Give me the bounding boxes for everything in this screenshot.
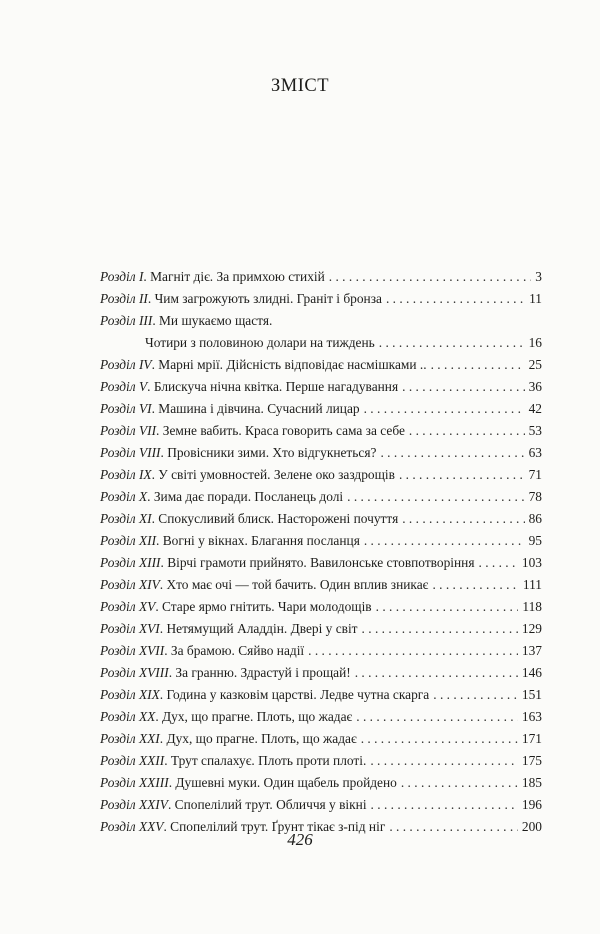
page-ref: 175	[521, 753, 542, 768]
chapter-label: Розділ XXI	[100, 731, 160, 746]
chapter-label: Розділ XXIII	[100, 775, 169, 790]
dot-leader	[432, 574, 518, 596]
chapter-title: . Зима дає поради. Посланець долі	[147, 489, 344, 504]
toc-entry-text	[100, 420, 405, 442]
dot-leader	[356, 706, 518, 728]
toc-entry-text	[100, 332, 375, 354]
chapter-label: Розділ XIII	[100, 555, 161, 570]
chapter-title: . Хто має очі — той бачить. Один вплив зникає	[159, 577, 429, 592]
chapter-label: Розділ V	[100, 379, 148, 394]
chapter-label: Розділ X	[100, 489, 148, 504]
toc-entry	[100, 464, 542, 486]
dot-leader	[379, 332, 525, 354]
toc-entry	[100, 706, 542, 728]
page-ref: 86	[528, 511, 542, 526]
chapter-label: Розділ VI	[100, 401, 152, 416]
page-ref: 196	[521, 797, 542, 812]
page-ref: 42	[528, 401, 542, 416]
toc-entry	[100, 750, 542, 772]
toc-entry-text	[100, 618, 358, 640]
dot-leader	[479, 552, 518, 574]
chapter-title: . Вірчі грамоти прийнято. Вавилонське стовпотворіння	[160, 555, 475, 570]
chapter-title: . Трут спалахує. Плоть проти плоті.	[164, 753, 367, 768]
page-number: 426	[287, 830, 313, 849]
toc-entry-text	[100, 684, 429, 706]
toc-entry-text	[100, 376, 398, 398]
toc-entry-text	[100, 530, 360, 552]
chapter-title: . Душевні муки. Один щабель пройдено	[168, 775, 397, 790]
toc-entry-text	[100, 442, 376, 464]
chapter-title: Чотири з половиною долари на тиждень	[145, 335, 375, 350]
toc-entry-text	[100, 266, 325, 288]
chapter-title: . Машина і дівчина. Сучасний лицар	[151, 401, 360, 416]
toc-entry-text	[100, 398, 360, 420]
toc-entry	[100, 508, 542, 530]
page-ref: 78	[528, 489, 542, 504]
toc-entry-text	[100, 508, 398, 530]
chapter-label: Розділ II	[100, 291, 148, 306]
chapter-label: Розділ XXII	[100, 753, 165, 768]
chapter-title: . Провісники зими. Хто відгукнеться?	[160, 445, 377, 460]
chapter-title: . За гранню. Здрастуй і прощай!	[168, 665, 351, 680]
page-ref: 163	[521, 709, 542, 724]
page-ref: 95	[528, 533, 542, 548]
dot-leader	[376, 596, 519, 618]
toc-entry-text	[100, 574, 428, 596]
dot-leader	[402, 508, 524, 530]
chapter-label: Розділ VIII	[100, 445, 161, 460]
dot-leader	[402, 376, 524, 398]
dot-leader	[355, 662, 518, 684]
toc-title: ЗМІСТ	[270, 76, 330, 96]
chapter-title: . Вогні у вікнах. Благання посланця	[156, 533, 360, 548]
chapter-title: . Старе ярмо гнітить. Чари молодощів	[155, 599, 372, 614]
chapter-label: Розділ III	[100, 313, 153, 328]
chapter-label: Розділ XIX	[100, 687, 160, 702]
toc-entry	[100, 684, 542, 706]
page-ref: 129	[521, 621, 542, 636]
dot-leader	[347, 486, 524, 508]
dot-leader	[364, 530, 525, 552]
toc-entry	[100, 420, 542, 442]
toc-entry	[100, 332, 542, 354]
dot-leader	[401, 772, 518, 794]
toc-entry	[100, 596, 542, 618]
page-ref: 151	[521, 687, 542, 702]
chapter-label: Розділ XXV	[100, 819, 164, 834]
chapter-title: . Чим загрожують злидні. Граніт і бронза	[147, 291, 382, 306]
toc-entry	[100, 288, 542, 310]
chapter-title: . Спокусливий блиск. Насторожені почуття	[151, 511, 399, 526]
toc-entry-text	[100, 552, 475, 574]
toc-entry-text	[100, 354, 427, 376]
chapter-label: Розділ XVI	[100, 621, 160, 636]
dot-leader	[308, 640, 518, 662]
chapter-label: Розділ XXIV	[100, 797, 168, 812]
chapter-title: . Година у казковім царстві. Ледве чутна скарга	[159, 687, 430, 702]
chapter-title: . Магніт діє. За примхою стихій	[143, 269, 325, 284]
chapter-label: Розділ XII	[100, 533, 157, 548]
chapter-title: . Земне вабить. Краса говорить сама за себе	[156, 423, 405, 438]
chapter-title: . Спопелілий трут. Ґрунт тікає з-під ніг	[163, 819, 386, 834]
chapter-label: Розділ VII	[100, 423, 157, 438]
chapter-label: Розділ XVIII	[100, 665, 169, 680]
toc-entry-text	[100, 288, 382, 310]
dot-leader	[433, 684, 518, 706]
chapter-label: Розділ I	[100, 269, 144, 284]
toc-entry-text	[100, 772, 397, 794]
toc-entry-text	[100, 310, 272, 332]
toc-entry-text	[100, 464, 395, 486]
toc-entry	[100, 530, 542, 552]
chapter-label: Розділ XI	[100, 511, 152, 526]
toc-entry	[100, 398, 542, 420]
toc-entry	[100, 640, 542, 662]
toc-entry	[100, 486, 542, 508]
dot-leader	[371, 794, 518, 816]
chapter-title: . Ми шукаємо щастя.	[152, 313, 273, 328]
page-ref: 16	[528, 335, 542, 350]
toc-entry-text	[100, 640, 304, 662]
dot-leader	[364, 398, 525, 420]
dot-leader	[361, 728, 518, 750]
chapter-label: Розділ XIV	[100, 577, 160, 592]
toc-entry	[100, 376, 542, 398]
toc-entry-text	[100, 750, 366, 772]
dot-leader	[362, 618, 518, 640]
chapter-title: . Марні мрії. Дійсність відповідає насмішками ..	[151, 357, 427, 372]
chapter-title: . За брамою. Сяйво надії	[164, 643, 305, 658]
chapter-label: Розділ IX	[100, 467, 152, 482]
chapter-title: . Нетямущий Аладдін. Двері у світ	[159, 621, 358, 636]
chapter-label: Розділ IV	[100, 357, 152, 372]
page-ref: 118	[522, 599, 542, 614]
toc-entry	[100, 618, 542, 640]
page-ref: 11	[529, 291, 542, 306]
table-of-contents	[100, 266, 542, 838]
toc-entry	[100, 310, 542, 332]
page-ref: 111	[522, 577, 542, 592]
toc-entry-text	[100, 486, 343, 508]
toc-entry-text	[100, 662, 351, 684]
page-ref: 185	[521, 775, 542, 790]
page-ref: 25	[528, 357, 542, 372]
page-ref: 63	[528, 445, 542, 460]
page-ref: 137	[521, 643, 542, 658]
toc-entry	[100, 662, 542, 684]
toc-entry	[100, 574, 542, 596]
chapter-label: Розділ XV	[100, 599, 156, 614]
page-ref: 103	[521, 555, 542, 570]
page-ref: 3	[535, 269, 542, 284]
chapter-label: Розділ XVII	[100, 643, 165, 658]
dot-leader	[329, 266, 532, 288]
dot-leader	[399, 464, 525, 486]
dot-leader	[386, 288, 525, 310]
dot-leader	[380, 442, 524, 464]
toc-entry	[100, 354, 542, 376]
toc-entry-text	[100, 596, 372, 618]
page-ref: 200	[521, 819, 542, 834]
dot-leader	[370, 750, 518, 772]
toc-entry	[100, 728, 542, 750]
chapter-title: . Блискуча нічна квітка. Перше нагадування	[147, 379, 399, 394]
dot-leader	[409, 420, 525, 442]
toc-entry	[100, 552, 542, 574]
chapter-title: . Спопелілий трут. Обличчя у вікні	[167, 797, 367, 812]
toc-entry	[100, 442, 542, 464]
chapter-label: Розділ XX	[100, 709, 156, 724]
toc-entry	[100, 794, 542, 816]
page-ref: 171	[521, 731, 542, 746]
page-ref: 53	[528, 423, 542, 438]
toc-entry-text	[100, 728, 357, 750]
toc-entry	[100, 772, 542, 794]
dot-leader	[431, 354, 525, 376]
page-ref: 36	[528, 379, 542, 394]
chapter-title: . Дух, що прагне. Плоть, що жадає	[159, 731, 357, 746]
page-ref: 146	[521, 665, 542, 680]
toc-entry	[100, 266, 542, 288]
chapter-title: . Дух, що прагне. Плоть, що жадає	[155, 709, 353, 724]
toc-entry-text	[100, 794, 367, 816]
toc-entry-text	[100, 706, 352, 728]
chapter-title: . У світі умовностей. Зелене око заздрощів	[151, 467, 395, 482]
page-ref: 71	[528, 467, 542, 482]
